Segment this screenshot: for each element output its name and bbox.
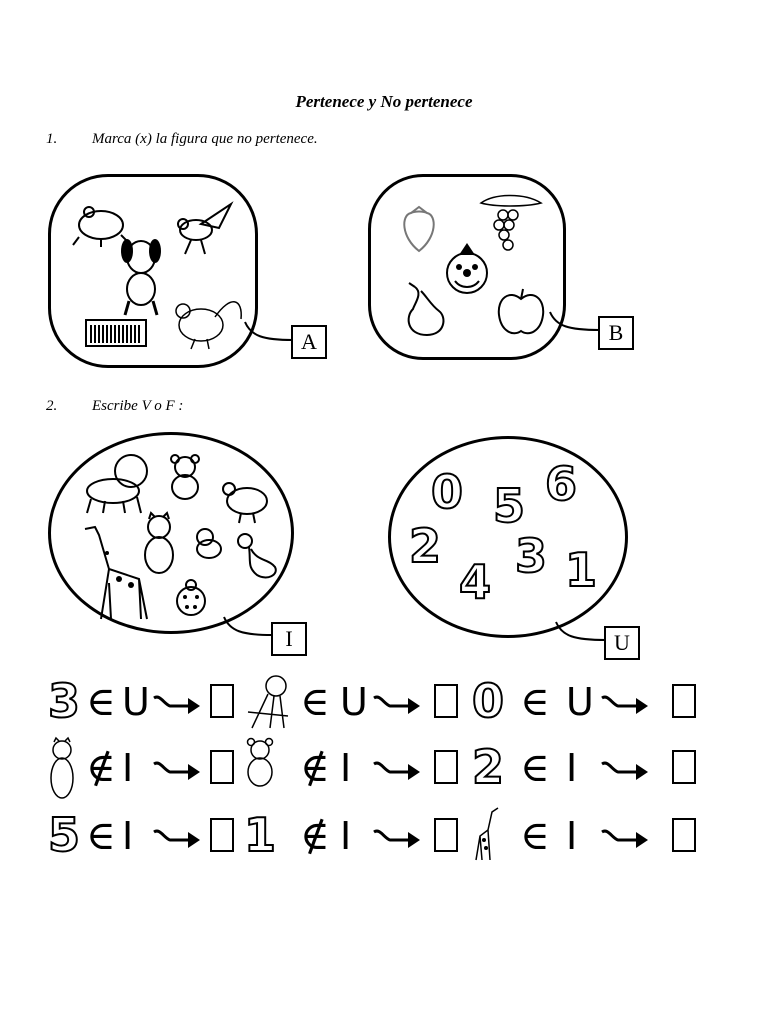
- not-element-of-symbol: ∉: [86, 745, 116, 791]
- answer-box[interactable]: [210, 684, 234, 718]
- answer-box[interactable]: [210, 750, 234, 784]
- set-u-container: [388, 436, 628, 638]
- element-of-symbol: ∈: [520, 679, 550, 725]
- answer-box[interactable]: [434, 750, 458, 784]
- exercise-set-name: U: [566, 680, 594, 724]
- answer-box[interactable]: [210, 818, 234, 852]
- set-b-container: [368, 174, 566, 360]
- exercise-number: 2: [472, 740, 505, 794]
- hen-icon: [219, 475, 271, 525]
- set-u-number: 0: [431, 465, 464, 519]
- set-i-container: [48, 432, 294, 634]
- question-1-number: 1.: [46, 131, 58, 147]
- rooster-icon: [171, 289, 245, 351]
- answer-box[interactable]: [672, 684, 696, 718]
- question-1-text: Marca (x) la figura que no pertenece.: [92, 131, 318, 147]
- exercise-set-name: I: [340, 746, 352, 790]
- set-u-number: 1: [565, 543, 598, 597]
- apple-icon: [495, 287, 547, 339]
- not-element-of-symbol: ∉: [300, 813, 330, 859]
- exercise-set-name: I: [122, 746, 134, 790]
- arrow-icon: [152, 758, 202, 787]
- set-b-label: B: [598, 316, 634, 350]
- set-u-number: 6: [545, 457, 578, 511]
- dog-icon: [115, 237, 167, 317]
- exercise-set-name: U: [340, 680, 368, 724]
- arrow-icon: [372, 692, 422, 721]
- question-1: [46, 131, 318, 148]
- arrow-icon: [152, 826, 202, 855]
- cat-icon: [48, 738, 76, 807]
- lion-icon: [244, 672, 290, 737]
- answer-box[interactable]: [434, 684, 458, 718]
- answer-box[interactable]: [434, 818, 458, 852]
- answer-box[interactable]: [672, 750, 696, 784]
- set-a-container: [48, 174, 258, 368]
- lion-icon: [83, 453, 153, 515]
- not-element-of-symbol: ∉: [300, 745, 330, 791]
- set-u-number: 4: [459, 555, 492, 609]
- arrow-icon: [372, 826, 422, 855]
- exercise-set-name: U: [122, 680, 150, 724]
- exercise-set-name: I: [566, 814, 578, 858]
- duck-icon: [235, 531, 281, 589]
- set-u-number: 3: [515, 529, 548, 583]
- set-u-label: U: [604, 626, 640, 660]
- page-title: Pertenece y No pertenece: [295, 92, 473, 111]
- element-of-symbol: ∈: [86, 813, 116, 859]
- answer-box[interactable]: [672, 818, 696, 852]
- question-2-number: 2.: [46, 398, 58, 414]
- set-u-number: 2: [409, 519, 442, 573]
- arrow-icon: [600, 692, 650, 721]
- exercise-number: 0: [472, 674, 505, 728]
- exercise-number: 5: [48, 808, 81, 862]
- set-u-number: 5: [493, 479, 526, 533]
- element-of-symbol: ∈: [300, 679, 330, 725]
- set-u-connector: [556, 620, 608, 650]
- element-of-symbol: ∈: [520, 745, 550, 791]
- element-of-symbol: ∈: [86, 679, 116, 725]
- exercise-set-name: I: [340, 814, 352, 858]
- set-b-connector: [550, 310, 602, 340]
- arrow-icon: [600, 826, 650, 855]
- set-i-label: I: [271, 622, 307, 656]
- exercise-number: 1: [244, 808, 277, 862]
- bird-icon: [171, 202, 235, 258]
- teddy-bear-icon: [244, 738, 276, 793]
- ladybug-icon: [171, 579, 211, 617]
- chick-icon: [191, 525, 225, 561]
- arrow-icon: [600, 758, 650, 787]
- comb-icon: [85, 319, 147, 347]
- strawberry-icon: [399, 207, 439, 253]
- giraffe-icon: [472, 806, 502, 867]
- set-a-connector: [245, 320, 295, 350]
- exercise-number: 3: [48, 674, 81, 728]
- question-2: [46, 398, 183, 415]
- arrow-icon: [372, 758, 422, 787]
- set-a-label: A: [291, 325, 327, 359]
- exercise-set-name: I: [566, 746, 578, 790]
- pear-icon: [399, 283, 449, 339]
- set-i-connector: [224, 615, 274, 645]
- element-of-symbol: ∈: [520, 813, 550, 859]
- exercise-set-name: I: [122, 814, 134, 858]
- teddy-bear-icon: [163, 455, 207, 501]
- question-2-text: Escribe V o F :: [92, 398, 184, 414]
- giraffe-icon: [79, 523, 151, 623]
- arrow-icon: [152, 692, 202, 721]
